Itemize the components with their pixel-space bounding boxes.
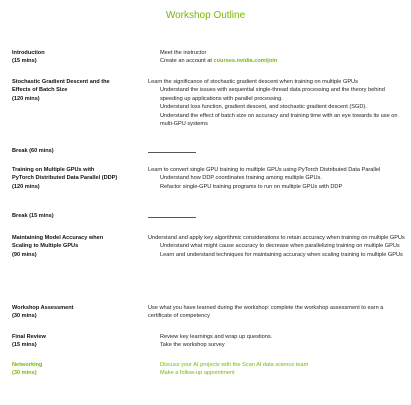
section-duration: (120 mins)	[12, 183, 40, 190]
section-intro: Use what you have learned during the workshop: complete the workshop assessment to earn a certificate of competency	[148, 305, 384, 320]
section-bullet: Understand loss function, gradient descent, and stochastic gradient descent (SGD).	[160, 104, 367, 111]
break-divider	[148, 152, 196, 153]
section-name: Introduction	[12, 50, 45, 56]
section-duration: (15 mins)	[12, 342, 37, 349]
section-bullet: Understand the effect of batch size on accuracy and training time with an eye towards its use on multi-GPU systems	[160, 112, 398, 128]
page-title: Workshop Outline	[165, 10, 246, 21]
section-name: Break (60 mins)	[12, 148, 54, 154]
account-prefix: Create an account at	[160, 58, 214, 65]
break-divider	[148, 217, 196, 218]
section-bullet: Understand what might cause accuracy to decrease when parallelizing training on multiple GPUs	[160, 243, 400, 250]
section-intro: Learn to convert single GPU training to multiple GPUs using PyTorch Distributed Data Parallel	[148, 167, 381, 173]
section-bullet: Understand how DDP coordinates training among multiple GPUs.	[160, 175, 322, 182]
account-line	[148, 57, 408, 65]
section-bullet: Refactor single-GPU training programs to run on multiple GPUs with DDP	[160, 183, 343, 190]
section-name: Break (15 mins)	[12, 213, 54, 219]
section-name-line2: Effects of Batch Size	[12, 87, 68, 94]
section-duration: (15 mins)	[12, 58, 37, 65]
account-link[interactable]: courses.nvidia.com/join	[213, 58, 278, 65]
section-bullet: Learn and understand techniques for maintaining accuracy when scaling training to multiple GPUs	[160, 251, 403, 258]
section-name-line1: Maintaining Model Accuracy when	[12, 235, 104, 241]
section-duration: (30 mins)	[12, 313, 37, 320]
section-name: Networking	[12, 362, 43, 368]
section-name-line1: Training on Multiple GPUs with	[12, 167, 95, 173]
section-bullet: Take the workshop survey	[160, 342, 225, 349]
section-name: Final Review	[12, 334, 46, 340]
section-name-line2: PyTorch Distributed Data Parallel (DDP)	[12, 175, 118, 182]
section-duration: (120 mins)	[12, 95, 40, 102]
section-intro: Understand and apply key algorithmic considerations to retain accuracy when training on multiple GPUs	[148, 235, 405, 241]
section-name-line1: Stochastic Gradient Descent and the	[12, 79, 110, 85]
section-duration: (90 mins)	[12, 251, 37, 258]
section-bullet: Understand the issues with sequential single-thread data processing and the theory behind speeding up applications with parallel processing.	[160, 87, 385, 102]
section-duration: (30 mins)	[12, 370, 37, 377]
section-name: Workshop Assessment	[12, 305, 74, 311]
section-name-line2: Scaling to Multiple GPUs	[12, 243, 79, 250]
section-intro: Learn the significance of stochastic gradient descent when training on multiple GPUs	[148, 79, 358, 85]
section-bullet: Make a follow-up appointment	[160, 370, 235, 377]
section-bullet: Discuss your AI projects with the Scan AI data science team	[160, 362, 309, 368]
section-bullet: Review key learnings and wrap up questions.	[160, 334, 273, 340]
section-line: Meet the instructor	[160, 50, 207, 56]
